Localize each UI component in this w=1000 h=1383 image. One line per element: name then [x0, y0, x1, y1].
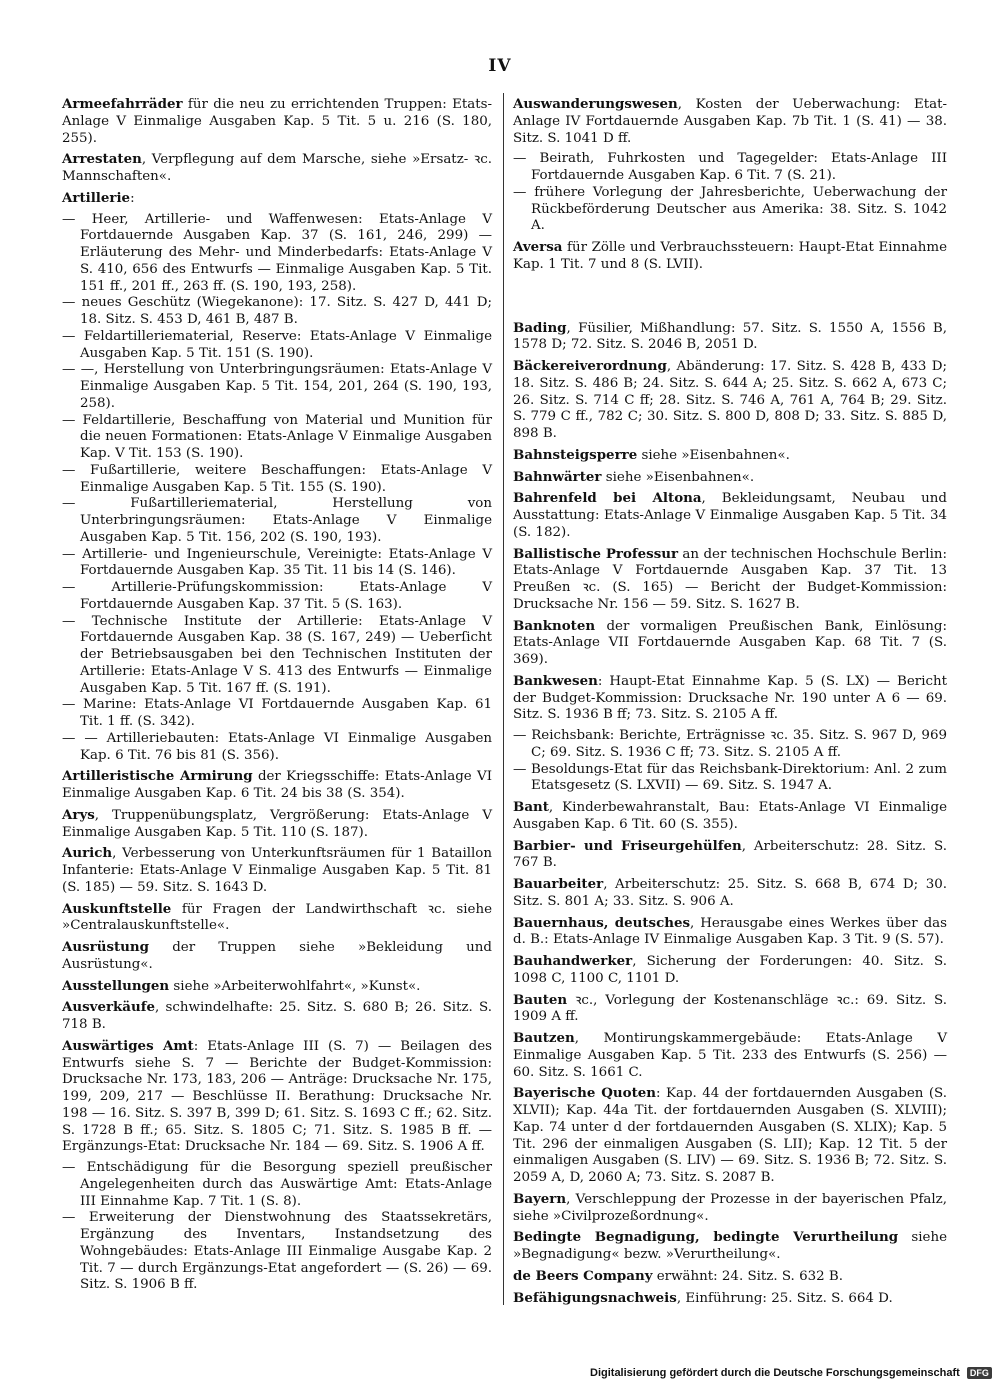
footer-credit	[590, 1367, 990, 1381]
entry-text: , Arbeiterschutz: 28. Sitz. S. 767 B.	[513, 838, 947, 871]
entry-term: Ausrüstung	[62, 939, 150, 955]
entry-text: , Abänderung: 17. Sitz. S. 428 B, 433 D; 18. Sitz. S. 486 B; 24. Sitz. S. 644 A; 25. Sitz. S. 662 A, 673 C; 26. Sitz. S. 714 C ff; 28. Sitz. S. 746 A, 761 A, 764 B; 29. Sitz. S. 779 C ff., 782 C; 30. Sitz. S. 800 D, 808 D; 33. Sitz. S. 885 D, 898 B.	[513, 359, 947, 441]
index-entry	[62, 768, 492, 803]
index-entry	[513, 1085, 947, 1187]
entry-text: , Arbeiterschutz: 25. Sitz. S. 668 B, 674 D; 30. Sitz. S. 801 A; 33. Sitz. S. 906 A.	[513, 877, 947, 909]
entry-term: Bauarbeiter	[513, 876, 604, 892]
index-entry	[62, 151, 492, 186]
entry-term: Bant	[513, 799, 549, 815]
entry-text: : Etats-Anlage III (S. 7) — Beilagen des Entwurfs siehe S. 7 — Berichte der Budget-Kommission: Drucksache Nr. 173, 183, 206 — Anträge: Drucksache Nr. 175, 199, 209, 217 — Beschlüsse II. Berathung: Drucksache Nr. 198 — 16. Sitz. S. 397 B, 399 D; 61. Sitz. S. 1693 C ff.; 62. Sitz. S. 1728 B ff.; 65. Sitz. S. 1805 C; 71. Sitz. S. 1985 B ff. — Ergänzungs-Etat: Drucksache Nr. 184 — 69. Sitz. S. 1906 A ff.	[62, 1038, 492, 1155]
entry-text: , Herausgabe eines Werkes über das d. B.: Etats-Anlage IV Einmalige Ausgaben Kap. 3 Tit. 9 (S. 57).	[513, 915, 947, 948]
entry-term: Ausverkäufe	[62, 999, 155, 1016]
entry-text: siehe »Eisenbahnen«.	[637, 447, 790, 463]
entry-term: Artilleristische Armirung	[62, 768, 253, 785]
entry-text: : Haupt-Etat Einnahme Kap. 5 (S. LX) — Bericht der Budget-Kommission: Drucksache Nr. 190 unter A 6 — 69. Sitz. S. 1936 B ff; 73. Sitz. S. 2105 A ff.	[513, 673, 947, 723]
entry-text: , Montirungskammergebäude: Etats-Anlage V Einmalige Ausgaben Kap. 5 Tit. 233 des Entwurfs (S. 256) — 60. Sitz. S. 1661 C.	[513, 1031, 947, 1080]
index-entry	[513, 1229, 947, 1264]
index-entry	[513, 358, 947, 443]
index-entry	[513, 992, 947, 1027]
index-entry	[513, 1030, 947, 1081]
entry-term: Arys	[62, 806, 95, 823]
page-number: IV	[488, 56, 512, 76]
entry-text: , Bekleidungsamt, Neubau und Ausstattung: Etats-Anlage V Einmalige Ausgaben Kap. 5 Tit. 34 (S. 182).	[513, 491, 947, 540]
entry-term: Bayern	[513, 1190, 567, 1207]
entry-text: für die neu zu errichtenden Truppen: Etats-Anlage V Einmalige Ausgaben Kap. 5 Tit. 5 u. 216 (S. 180, 255).	[62, 97, 492, 146]
entry-term: Armeefahrräder	[62, 96, 183, 112]
entry-text: , Truppenübungsplatz, Vergrößerung: Etats-Anlage V Einmalige Ausgaben Kap. 5 Tit. 110 (S. 187).	[62, 807, 492, 840]
index-entry	[513, 469, 947, 487]
entry-text: für Zölle und Verbrauchssteuern: Haupt-Etat Einnahme Kap. 1 Tit. 7 und 8 (S. LVII).	[513, 240, 947, 272]
index-entry	[62, 901, 492, 936]
index-subentry: — Artillerie- und Ingenieurschule, Vereinigte: Etats-Anlage V Fortdauernde Ausgaben Kap. 35 Tit. 11 bis 14 (S. 146).	[62, 546, 492, 579]
index-entry	[62, 999, 492, 1034]
index-entry	[513, 546, 947, 614]
index-entry	[62, 978, 492, 996]
index-subentry: — Erweiterung der Dienstwohnung des Staatssekretärs, Ergänzung des Inventars, Instandsetzung des Wohngebäudes: Etats-Anlage III Einmalige Ausgabe Kap. 2 Tit. 7 — durch Ergänzungs-Etat angefordert — (S. 26) — 69. Sitz. S. 1906 B ff.	[62, 1210, 492, 1293]
entry-term: Bahrenfeld bei Altona	[513, 490, 702, 507]
index-entry	[513, 1191, 947, 1226]
entry-text: , Kinderbewahranstalt, Bau: Etats-Anlage VI Einmalige Ausgaben Kap. 6 Tit. 60 (S. 355).	[513, 800, 947, 832]
index-entry	[513, 838, 947, 873]
entry-term: Bayerische Quoten	[513, 1085, 657, 1102]
entry-term: de Beers Company	[513, 1267, 653, 1284]
entry-term: Bauten	[513, 991, 568, 1008]
entry-text: siehe »Begnadigung« bezw. »Verurtheilung«.	[513, 1230, 947, 1262]
entry-text: :	[130, 190, 135, 206]
left-column	[62, 96, 492, 1298]
entry-term: Bauhandwerker	[513, 953, 633, 969]
entry-term: Bading	[513, 319, 567, 336]
index-subentry: — — Artilleriebauten: Etats-Anlage VI Einmalige Ausgaben Kap. 6 Tit. 76 bis 81 (S. 356).	[62, 730, 492, 763]
entry-text: für Fragen der Landwirthschaft ꝛc. siehe »Centralauskunftstelle«.	[62, 901, 492, 934]
dfg-logo: DFG	[967, 1367, 992, 1379]
entry-term: Befähigungsnachweis	[513, 1289, 677, 1306]
entry-term: Bauernhaus, deutsches	[513, 914, 691, 931]
index-entry	[513, 953, 947, 988]
index-entry	[513, 673, 947, 724]
index-subentry: — frühere Vorlegung der Jahresberichte, Ueberwachung der Rückbeförderung Deutscher aus Amerika: 38. Sitz. S. 1042 A.	[513, 184, 947, 234]
entry-term: Aversa	[513, 239, 563, 255]
entry-term: Bautzen	[513, 1030, 575, 1046]
index-subentry: — Marine: Etats-Anlage VI Fortdauernde Ausgaben Kap. 61 Tit. 1 ff. (S. 342).	[62, 697, 492, 729]
entry-term: Arrestaten	[62, 151, 142, 168]
letter-section-gap	[513, 278, 947, 320]
index-subentry: — Heer, Artillerie- und Waffenwesen: Etats-Anlage V Fortdauernde Ausgaben Kap. 37 (S. 161, 246, 299) — Erläuterung des Mehr- und Minderbedarfs: Etats-Anlage V S. 410, 656 des Entwurfs — Einmalige Ausgaben Kap. 5 Tit. 151 ff., 201 ff., 263 ff. (S. 190, 193, 258).	[62, 211, 492, 294]
index-entry	[62, 939, 492, 974]
entry-text: , Einführung: 25. Sitz. S. 664 D.	[676, 1290, 893, 1306]
entry-text: : Kap. 44 der fortdauernden Ausgaben (S. XLVII); Kap. 44a Tit. der fortdauernden Ausgaben (S. XLVIII); Kap. 74 unter d der fortdauernden Ausgaben (S. XLIX); Kap. 5 Tit. 296 der einmaligen Ausgaben (S. LII); Kap. 12 Tit. 5 der einmaligen Ausgaben (S. LIV) — 69. Sitz. S. 1936 B; 72. Sitz. S. 2059 A, D, 2060 A; 73. Sitz. S. 2087 B.	[513, 1086, 947, 1185]
index-subentry: — Feldartillerie, Beschaffung von Material und Munition für die neuen Formationen: Etats-Anlage V Einmalige Ausgaben Kap. V Tit. 153 (S. 190).	[62, 412, 492, 461]
entry-text: an der technischen Hochschule Berlin: Etats-Anlage V Fortdauernde Ausgaben Kap. 37 Tit. 13 Preußen ꝛc. (S. 165) — Bericht der Budget-Kommission: Drucksache Nr. 156 — 59. Sitz. S. 1627 B.	[513, 546, 947, 612]
entry-text: , Verpflegung auf dem Marsche, siehe »Ersatz- ꝛc. Mannschaften«.	[62, 152, 492, 184]
entry-text: der Truppen siehe »Bekleidung und Ausrüstung«.	[62, 940, 492, 972]
entry-text: , Sicherung der Forderungen: 40. Sitz. S. 1098 C, 1100 C, 1101 D.	[513, 954, 947, 986]
index-subentry: — Beirath, Fuhrkosten und Tagegelder: Etats-Anlage III Fortdauernde Ausgaben Kap. 6 Tit. 7 (S. 21).	[513, 151, 947, 183]
index-entry	[513, 1290, 947, 1308]
entry-term: Bankwesen	[513, 672, 598, 689]
index-entry	[513, 799, 947, 834]
entry-term: Bahnwärter	[513, 468, 602, 485]
right-column-section-a	[513, 96, 947, 274]
index-entry	[513, 915, 947, 950]
index-subentry: — Artillerie-Prüfungskommission: Etats-Anlage V Fortdauernde Ausgaben Kap. 37 Tit. 5 (S. 163).	[62, 580, 492, 612]
index-entry	[62, 1038, 492, 1156]
entry-text: , Verbesserung von Unterkunftsräumen für 1 Bataillon Infanterie: Etats-Anlage V Einmalige Ausgaben Kap. 5 Tit. 81 (S. 185) — 59. Sitz. S. 1643 D.	[62, 846, 492, 895]
right-column	[513, 96, 947, 1311]
index-subentry: — Entschädigung für die Besorgung speziell preußischer Angelegenheiten durch das Auswärtige Amt: Etats-Anlage III Einnahme Kap. 7 Tit. 1 (S. 8).	[62, 1160, 492, 1209]
entry-text: siehe »Arbeiterwohlfahrt«, »Kunst«.	[169, 978, 421, 994]
entry-text: ꝛc., Vorlegung der Kostenanschläge ꝛc.: 69. Sitz. S. 1909 A ff.	[513, 992, 947, 1025]
entry-term: Ausstellungen	[62, 977, 170, 994]
entry-text: , Kosten der Ueberwachung: Etat-Anlage IV Fortdauernde Ausgaben Kap. 7b Tit. 1 (S. 41) — 38. Sitz. S. 1041 D ff.	[513, 97, 947, 146]
entry-term: Aurich	[62, 845, 113, 862]
entry-text: , Verschleppung der Prozesse in der bayerischen Pfalz, siehe »Civilprozeßordnung«.	[513, 1191, 947, 1224]
entry-term: Ballistische Professur	[513, 545, 679, 562]
entry-term: Bahnsteigsperre	[513, 446, 638, 463]
entry-text: , schwindelhafte: 25. Sitz. S. 680 B; 26. Sitz. S. 718 B.	[62, 1000, 492, 1032]
index-subentry: — Fußartilleriematerial, Herstellung von Unterbringungsräumen: Etats-Anlage V Einmalige Ausgaben Kap. 5 Tit. 156, 202 (S. 190, 193).	[62, 496, 492, 545]
column-divider	[503, 93, 504, 1305]
entry-text: der vormaligen Preußischen Bank, Einlösung: Etats-Anlage VII Fortdauernde Ausgaben Kap. 68 Tit. 7 (S. 369).	[513, 618, 947, 667]
index-entry	[513, 618, 947, 669]
entry-term: Bäckereiverordnung	[513, 358, 667, 374]
index-entry	[62, 807, 492, 842]
index-entry	[513, 490, 947, 541]
index-entry	[62, 845, 492, 896]
entry-term: Banknoten	[513, 617, 596, 634]
index-subentry: — Reichsbank: Berichte, Erträgnisse ꝛc. 35. Sitz. S. 967 D, 969 C; 69. Sitz. S. 1936 C ff; 73. Sitz. S. 2105 A ff.	[513, 728, 947, 760]
index-subentry: — neues Geschütz (Wiegekanone): 17. Sitz. S. 427 D, 441 D; 18. Sitz. S. 453 D, 461 B, 487 B.	[62, 295, 492, 327]
entry-text: der Kriegsschiffe: Etats-Anlage VI Einmalige Ausgaben Kap. 6 Tit. 24 bis 38 (S. 354).	[62, 769, 493, 801]
index-entry	[62, 190, 492, 208]
entry-term: Artillerie	[62, 189, 131, 206]
footer-text: Digitalisierung gefördert durch die Deutsche Forschungsgemeinschaft	[590, 1367, 960, 1379]
entry-term: Auskunftstelle	[62, 900, 172, 917]
index-subentry: — —, Herstellung von Unterbringungsräumen: Etats-Anlage V Einmalige Ausgaben Kap. 5 Tit. 154, 201, 264 (S. 190, 193, 258).	[62, 362, 492, 411]
index-entry	[513, 876, 947, 911]
index-entry	[62, 96, 492, 147]
entry-term: Barbier- und Friseurgehülfen	[513, 837, 742, 854]
index-entry	[513, 1268, 947, 1286]
entry-text: , Füsilier, Mißhandlung: 57. Sitz. S. 1550 A, 1556 B, 1578 D; 72. Sitz. S. 2046 B, 2051 D.	[513, 320, 947, 353]
entry-term: Bedingte Begnadigung, bedingte Verurtheilung	[513, 1229, 899, 1246]
entry-term: Auswärtiges Amt	[62, 1037, 194, 1054]
index-entry	[513, 447, 947, 465]
index-subentry: — Technische Institute der Artillerie: Etats-Anlage V Fortdauernde Ausgaben Kap. 38 (S. 167, 249) — Ueberſicht der Betriebsausgaben bei den Technischen Instituten der Artillerie: Etats-Anlage V S. 413 des Entwurfs — Einmalige Ausgaben Kap. 5 Tit. 167 ff. (S. 191).	[62, 613, 492, 696]
index-subentry: — Feldartilleriematerial, Reserve: Etats-Anlage V Einmalige Ausgaben Kap. 5 Tit. 151 (S. 190).	[62, 328, 492, 361]
index-subentry: — Besoldungs-Etat für das Reichsbank-Direktorium: Anl. 2 zum Etatsgesetz (S. LXVII) — 69. Sitz. S. 1947 A.	[513, 761, 947, 794]
index-entry	[513, 96, 947, 147]
index-subentry: — Fußartillerie, weitere Beschaffungen: Etats-Anlage V Einmalige Ausgaben Kap. 5 Tit. 155 (S. 190).	[62, 462, 492, 495]
index-entry	[513, 239, 947, 274]
entry-text: erwähnt: 24. Sitz. S. 632 B.	[652, 1268, 843, 1284]
entry-term: Auswanderungswesen	[513, 96, 678, 112]
entry-text: siehe »Eisenbahnen«.	[601, 469, 755, 485]
right-column-section-b	[513, 320, 947, 1308]
index-entry	[513, 320, 947, 355]
